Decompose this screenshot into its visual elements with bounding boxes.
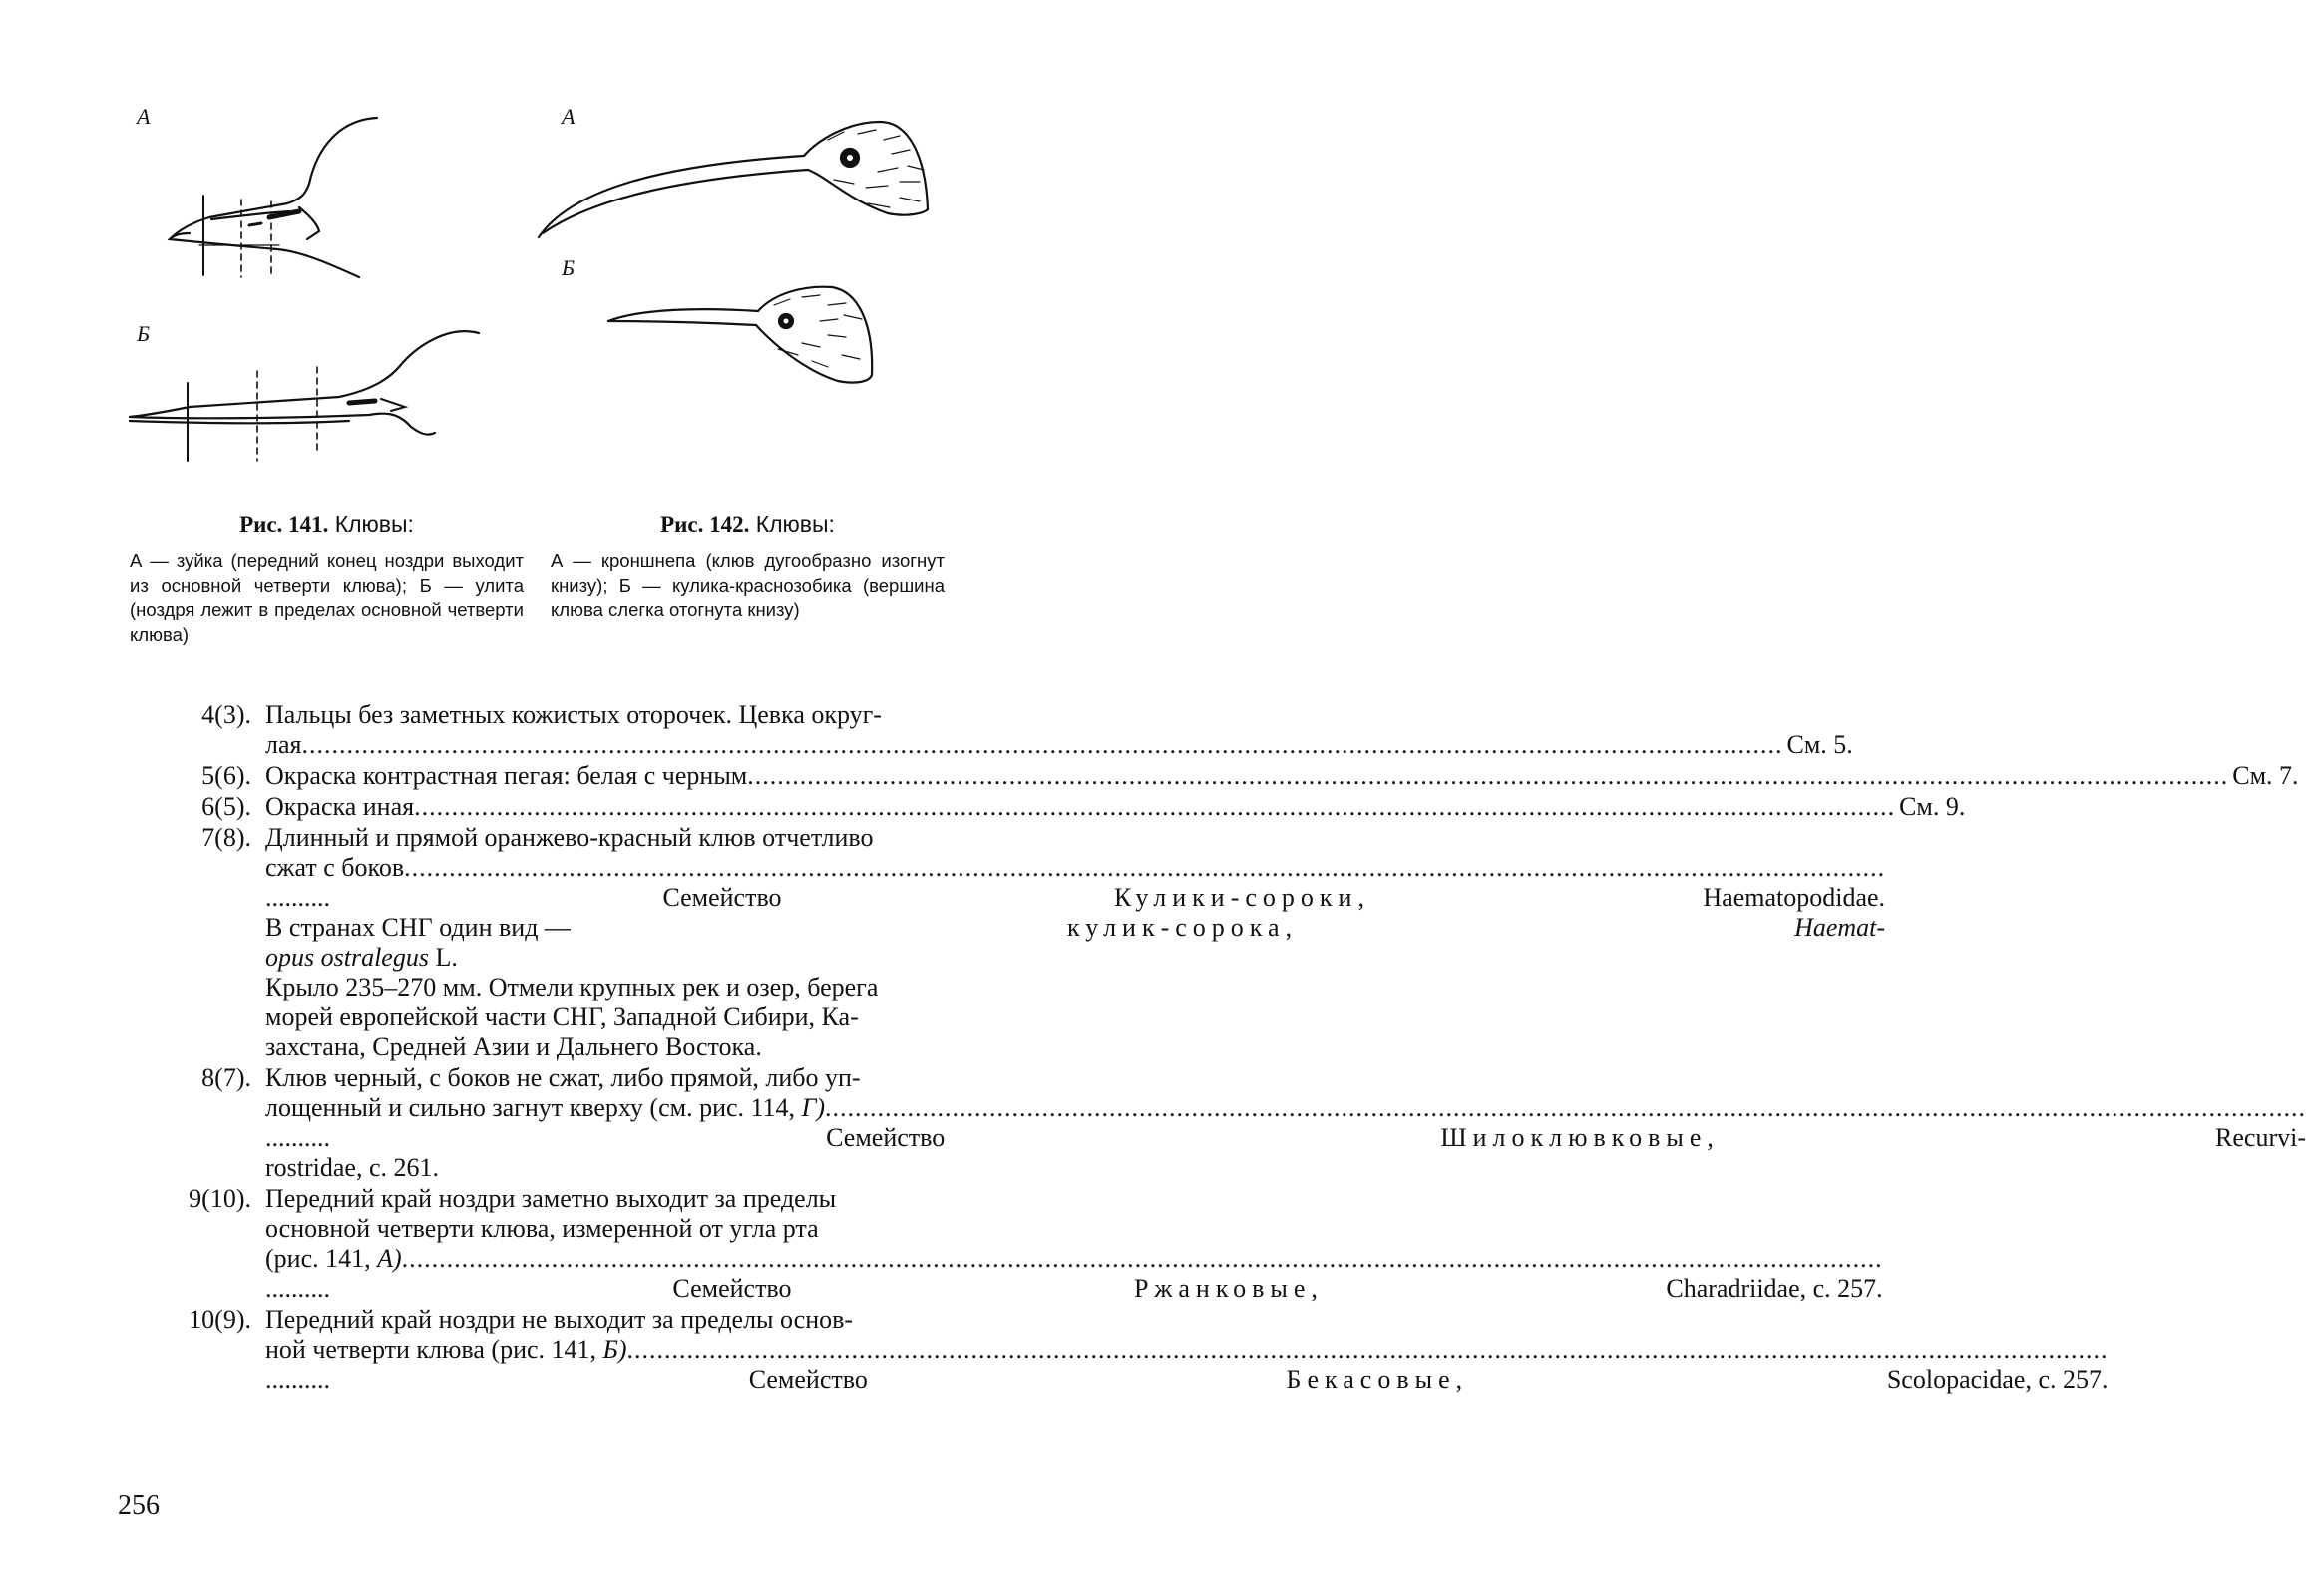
entry-line: Длинный и прямой оранжево-красный клюв отчетливо [265,823,874,852]
family-name-ru: Шилоклювковые, [1440,1123,1720,1152]
leader-dots-short: .......... [265,1365,330,1394]
entry-number: 7(8). [201,823,251,852]
leader-dots-short: .......... [265,1274,330,1303]
key-entry [150,792,1966,822]
family-word: Семейство [662,883,782,912]
leader-dots [747,761,2228,791]
family-name-latin: Scolopacidae, с. 257. [1886,1365,2109,1394]
entry-number: 10(9). [189,1305,251,1334]
key-entry [150,1184,1883,1304]
entry-line: Передний край ноздри не выходит за пределы основ- [265,1305,854,1334]
figure-panel-ref: А) [377,1244,402,1273]
page-number: 256 [118,1490,160,1521]
fig141-panel-b-label: Б [137,321,150,346]
species-name-latin-part: opus ostralegus [265,943,429,972]
entry-line-text: сжат с боков [265,853,405,882]
entry-line: основной четверти клюва, измеренной от угла рта [265,1214,819,1243]
family-word: Семейство [672,1274,792,1303]
figure-panel-ref: Б) [602,1335,627,1364]
entry-number: 5(6). [201,761,251,790]
fig141-caption-title: Рис. 141. [239,512,329,537]
entry-reference: См. 7. [2232,761,2299,790]
fig142-caption-title: Рис. 142. [660,512,750,537]
fig142-caption [551,511,945,622]
fig141-panel-a-label: А [137,104,151,129]
entry-line-text: (рис. 141, [265,1244,371,1273]
fig141-beak-illustration [150,100,499,479]
species-name-ru: кулик-сорока, [1066,913,1299,942]
family-name-ru: Ржанковые, [1133,1274,1324,1303]
leader-dots [414,792,1895,822]
figure-panel-ref: Г) [801,1093,826,1122]
fig141-caption-head [130,511,524,538]
fig142-caption-head [551,511,945,538]
family-name-latin: Haematopodidae. [1703,883,1886,912]
identification-key [150,700,2306,1396]
family-word: Семейство [826,1123,946,1152]
key-entry [150,700,1853,760]
leader-dots-short: .......... [265,1123,330,1152]
entry-line: Крыло 235–270 мм. Отмели крупных рек и озер, берега [265,973,879,1001]
entry-reference: См. 9. [1899,792,1966,821]
species-author: L. [435,943,458,972]
key-entry [150,761,2299,791]
entry-number: 9(10). [189,1184,251,1213]
entry-line-text: В странах СНГ один вид — [265,913,571,942]
leader-dots [402,1244,1883,1274]
entry-line: морей европейской части СНГ, Западной Сибири, Ка- [265,1002,859,1031]
family-name-latin: Charadriidae, с. 257. [1666,1274,1883,1303]
entry-line: захстана, Средней Азии и Дальнего Востока. [265,1032,762,1061]
family-name-latin: Recurvi- [2215,1123,2306,1152]
fig141-caption-text: А — зуйка (передний конец ноздри выходит из основной четверти клюва); Б — улита (ноздря лежит в пределах основной четверти клюва) [130,550,524,645]
entry-number: 6(5). [201,792,251,821]
entry-line-text: лая [265,730,302,759]
fig142-beak-illustration [529,110,948,399]
entry-line-text: лощенный и сильно загнут кверху (см. рис. 114, [265,1093,796,1122]
key-entry [150,1063,2306,1183]
key-entry [150,823,1886,1062]
entry-line: Клюв черный, с боков не сжат, либо прямой, либо уп- [265,1063,861,1092]
fig142-panel-b-label: Б [562,255,575,280]
fig142-panel-a-label: А [562,104,576,129]
entry-line: Пальцы без заметных кожистых оторочек. Цевка округ- [265,700,882,729]
key-entry [150,1305,2109,1395]
entry-reference: См. 5. [1786,730,1853,759]
entry-line: rostridae, с. 261. [265,1153,440,1182]
entry-line: Передний край ноздри заметно выходит за пределы [265,1184,837,1213]
leader-dots [825,1093,2306,1123]
fig141-caption-label: Клювы: [334,511,414,537]
fig141-caption [130,511,524,647]
leader-dots [627,1335,2109,1365]
entry-number: 8(7). [201,1063,251,1092]
entry-line-text: ной четверти клюва (рис. 141, [265,1335,597,1364]
entry-line-text: Окраска иная [265,792,415,821]
fig142-caption-label: Клювы: [755,511,835,537]
family-name-ru: Бекасовые, [1286,1365,1469,1394]
entry-number: 4(3). [201,700,251,729]
species-name-latin-part: Haemat- [1794,913,1886,942]
fig142-caption-text: А — кроншнепа (клюв дугообразно изогнут книзу); Б — кулика-краснозобика (вершина клюва слегка отогнута книзу) [551,550,945,620]
family-name-ru: Кулики-сороки, [1114,883,1370,912]
leader-dots [301,730,1782,760]
entry-line-text: Окраска контрастная пегая: белая с черным [265,761,748,790]
leader-dots-short: .......... [265,883,330,912]
leader-dots [404,853,1885,883]
family-word: Семейство [748,1365,868,1394]
